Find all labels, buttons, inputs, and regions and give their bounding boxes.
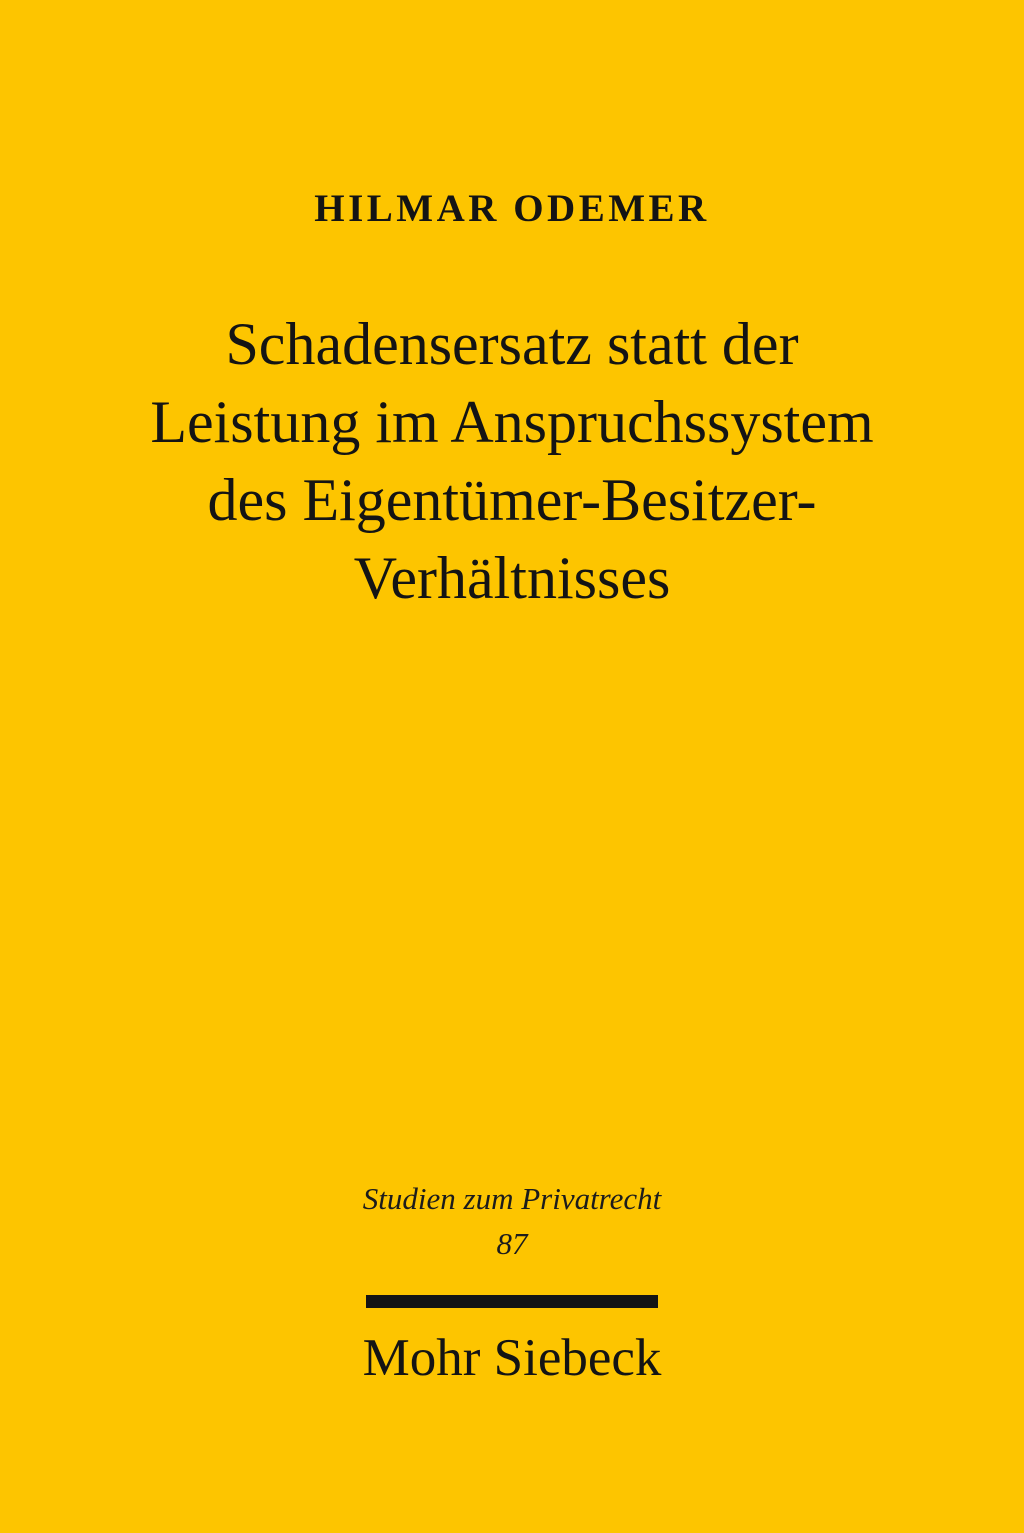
title-line-3: des Eigentümer-Besitzer- <box>207 467 817 533</box>
title-line-4: Verhältnisses <box>353 545 671 611</box>
author-name: HILMAR ODEMER <box>314 187 710 230</box>
title-line-2: Leistung im Anspruchssystem <box>150 389 874 455</box>
title-line-1: Schadensersatz statt der <box>225 311 799 377</box>
series-info <box>0 1178 1024 1268</box>
book-title <box>90 305 934 617</box>
publisher-name: Mohr Siebeck <box>362 1329 662 1387</box>
series-name: Studien zum Privatrecht <box>362 1181 662 1216</box>
divider-rule <box>366 1295 658 1308</box>
series-number: 87 <box>496 1226 528 1261</box>
